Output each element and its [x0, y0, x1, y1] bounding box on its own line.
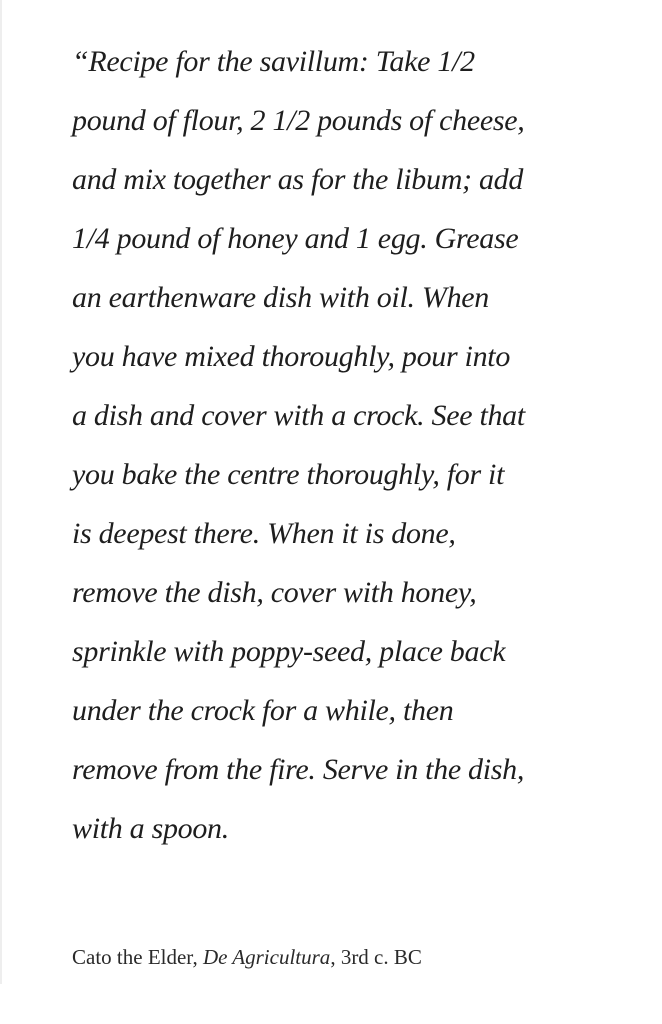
quote-line-9: is deepest there. When it is done,: [72, 517, 456, 550]
quote-line-6: you have mixed thoroughly, pour into: [72, 340, 511, 373]
citation-author: Cato the Elder,: [72, 945, 203, 969]
quote-line-12: under the crock for a while, then: [72, 694, 454, 727]
quote-line-13: remove from the fire. Serve in the dish,: [72, 753, 525, 786]
quote-line-11: sprinkle with poppy-seed, place back: [72, 635, 506, 668]
quote-line-14: with a spoon.: [72, 812, 229, 845]
quote-line-8: you bake the centre thoroughly, for it: [72, 458, 505, 491]
quote-line-1: “Recipe for the savillum: Take 1/2: [72, 45, 475, 78]
quote-line-4: 1/4 pound of honey and 1 egg. Grease: [72, 222, 519, 255]
quote-line-2: pound of flour, 2 1/2 pounds of cheese,: [72, 104, 525, 137]
quote-line-10: remove the dish, cover with honey,: [72, 576, 477, 609]
quote-line-7: a dish and cover with a crock. See that: [72, 399, 525, 432]
citation-work-title: De Agricultura: [202, 945, 331, 969]
citation-date: , 3rd c. BC: [330, 945, 422, 969]
page-edge-divider: [0, 0, 2, 984]
quote-citation: [72, 943, 422, 971]
recipe-quote: [72, 32, 652, 858]
quote-line-3: and mix together as for the libum; add: [72, 163, 524, 196]
quote-line-5: an earthenware dish with oil. When: [72, 281, 489, 314]
